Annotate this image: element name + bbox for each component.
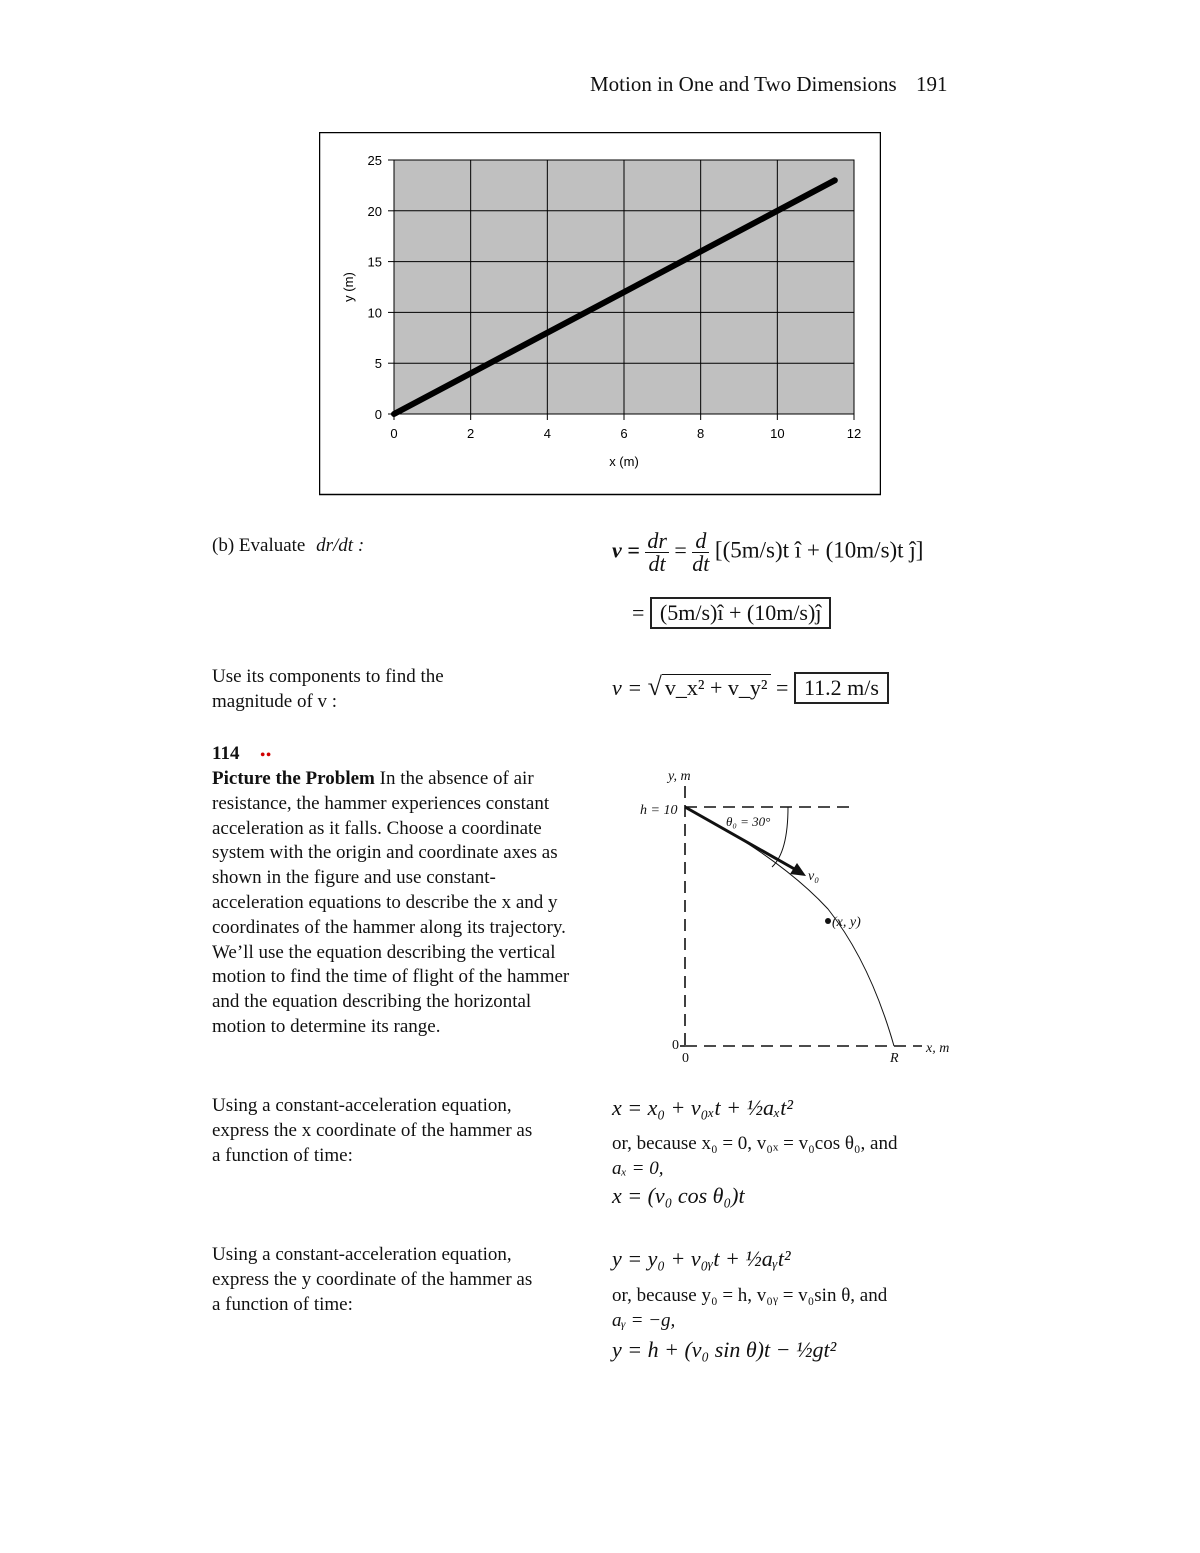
y-axis-label: y (m) xyxy=(341,272,356,302)
x-tick-label: 8 xyxy=(697,426,705,441)
problem-body: In the absence of air resistance, the hammer experiences constant acceleration as it falls. Choose a coordinate system with the origin and coordinate axes as shown in the figure and use constant-acceleration equations to describe the x and y coordinates of the hammer along its trajectory. We’ll use the equation describing the vertical motion to find the time of flight of the hammer and the equation describing the horizontal motion to determine its range. xyxy=(212,768,570,1037)
fig-angle-label: θ₀ = 30° xyxy=(726,814,771,829)
velocity-boxed-answer: (5m/s)î + (10m/s)ĵ xyxy=(650,597,832,629)
fig-x-axis-label: x, m xyxy=(926,1041,950,1056)
mag-radicand: v_x² + v_y² xyxy=(662,674,771,700)
step-y-eq2 xyxy=(612,1337,836,1363)
problem-number-line xyxy=(212,742,272,769)
eq2-prefix: = xyxy=(632,600,645,625)
step-x-eq1-text: x = x₀ + v₀ₓt + ½aₓt² xyxy=(612,1095,793,1120)
page-header xyxy=(590,72,947,97)
step-x-eq2-text: x = (v₀ cos θ₀)t xyxy=(612,1183,745,1208)
line-chart xyxy=(319,132,881,496)
difficulty-dots: •• xyxy=(260,748,273,763)
sqrt-icon: √ xyxy=(647,672,662,701)
eq1-lhs: v = xyxy=(612,537,640,563)
y-tick-label: 25 xyxy=(367,153,382,168)
fig-point-label: (x, y) xyxy=(832,915,861,930)
problem-number: 114 xyxy=(212,743,240,764)
step-y-eq2-text: y = h + (v₀ sin θ)t − ½gt² xyxy=(612,1337,837,1362)
part-b-label: (b) Evaluate xyxy=(212,535,306,556)
step-y-cond2-text: aᵧ = −g, xyxy=(612,1310,676,1331)
y-tick-label: 10 xyxy=(367,305,382,321)
part-b-expr: dr/dt : xyxy=(316,535,365,556)
x-tick-label: 10 xyxy=(770,426,785,441)
step-y-text: Using a constant-acceleration equation, express the y coordinate of the hammer as a function of time: xyxy=(212,1244,533,1315)
y-tick-label: 15 xyxy=(367,254,382,270)
eq1-rhs: [(5m/s)t î + (10m/s)t ĵ] xyxy=(714,537,924,563)
trajectory-figure xyxy=(630,762,970,1072)
mag-lhs: v = xyxy=(612,675,643,700)
fig-vector-label: v₀ xyxy=(808,869,820,884)
fig-origin-x: 0 xyxy=(682,1051,689,1066)
velocity-result xyxy=(632,597,831,629)
magnitude-equation xyxy=(612,672,889,704)
magnitude-boxed-answer: 11.2 m/s xyxy=(794,672,889,704)
step-y-cond1: or, because y₀ = h, v₀ᵧ = v₀sin θ, and xyxy=(612,1285,888,1306)
fig-y-axis-label: y, m xyxy=(668,769,691,784)
step-x-cond2-text: aₓ = 0, xyxy=(612,1158,664,1179)
frac-den: dt xyxy=(648,551,666,576)
step-x-eq2 xyxy=(612,1183,745,1209)
frac-num: dr xyxy=(647,528,667,553)
x-tick-label: 12 xyxy=(846,426,862,441)
part-b-prompt xyxy=(212,534,364,559)
x-tick-label: 2 xyxy=(467,426,475,441)
fig-origin-y: 0 xyxy=(672,1038,679,1053)
problem-statement xyxy=(212,767,587,1040)
fraction-dr-dt xyxy=(645,530,669,575)
step-y-cond2 xyxy=(612,1310,675,1332)
magnitude-text: Use its components to find the magnitude of v : xyxy=(212,666,444,712)
y-tick-label: 0 xyxy=(374,407,382,422)
x-tick-label: 6 xyxy=(620,426,628,441)
mag-eq: = xyxy=(776,675,789,700)
fig-range-label: R xyxy=(890,1051,899,1066)
step-x-text: Using a constant-acceleration equation, express the x coordinate of the hammer as a function of time: xyxy=(212,1095,533,1166)
y-tick-label: 5 xyxy=(374,356,382,372)
velocity-equation: v = $\frac{dr}{dt}$ = $\frac{d}{dt}$ [(5m/s)t î + (10m/s)t ĵ] xyxy=(612,528,924,576)
page-number: 191 xyxy=(915,72,948,96)
fraction-d-dt xyxy=(692,530,709,575)
step-x-eq1 xyxy=(612,1095,793,1121)
step-x-cond1: or, because x₀ = 0, v₀ₓ = v₀cos θ₀, and xyxy=(612,1133,898,1154)
step-y-eq1 xyxy=(612,1246,791,1272)
x-axis-label: x (m) xyxy=(609,454,639,469)
step-x-cond2 xyxy=(612,1158,663,1180)
y-tick-label: 20 xyxy=(367,203,382,219)
op-num: d xyxy=(695,528,707,553)
fig-trajectory xyxy=(685,807,894,1046)
problem-lead: Picture the Problem xyxy=(212,768,375,789)
op-den: dt xyxy=(692,551,710,576)
fig-h-label: h = 10 xyxy=(640,803,678,818)
x-tick-label: 4 xyxy=(543,426,551,441)
fig-point-marker xyxy=(825,918,831,924)
header-title: Motion in One and Two Dimensions xyxy=(590,72,897,96)
step-y-eq1-text: y = y₀ + v₀ᵧt + ½aᵧt² xyxy=(612,1246,791,1271)
x-tick-label: 0 xyxy=(390,426,398,441)
